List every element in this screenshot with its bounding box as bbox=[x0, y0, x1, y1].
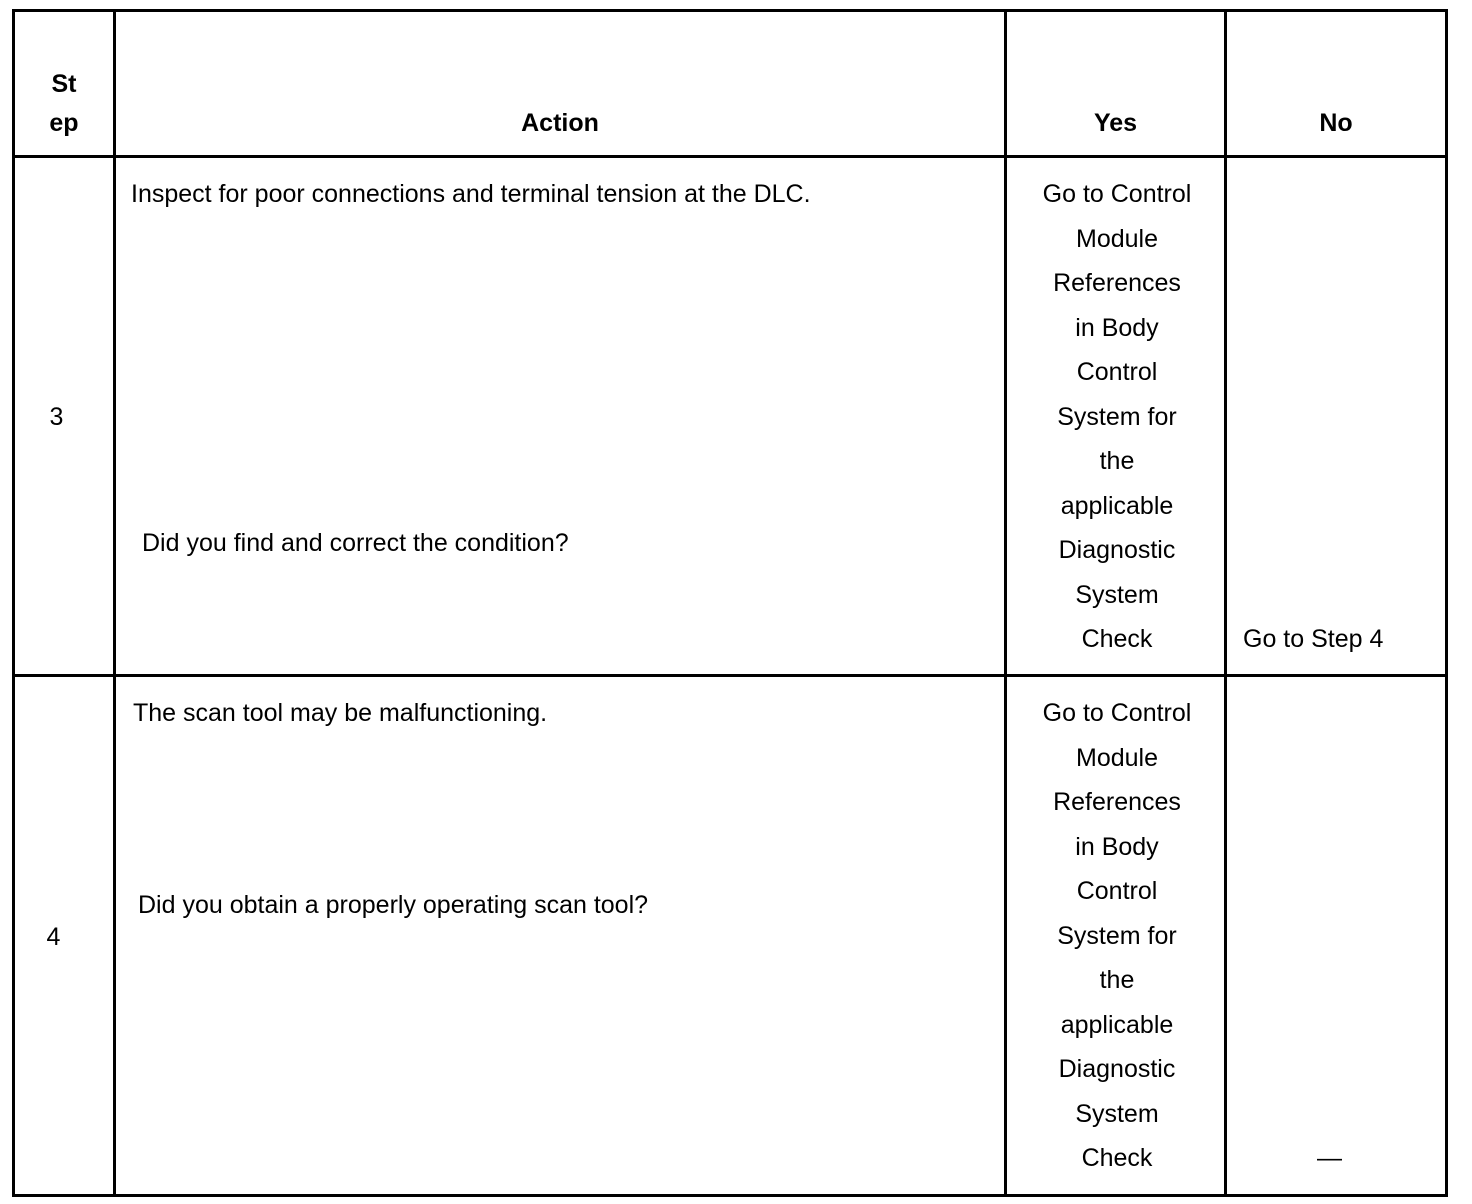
yes-line: Control bbox=[1076, 877, 1158, 905]
yes-line: Go to Control bbox=[1042, 699, 1192, 727]
yes-line: applicable bbox=[1060, 492, 1174, 520]
header-step-line1: St bbox=[51, 70, 77, 98]
yes-line: References bbox=[1053, 788, 1181, 816]
yes-line: Diagnostic bbox=[1058, 536, 1176, 564]
col-divider-step-action bbox=[113, 9, 116, 1197]
header-no: No bbox=[1319, 109, 1353, 137]
yes-line: System bbox=[1075, 1100, 1159, 1128]
yes-line: the bbox=[1099, 966, 1135, 994]
table-border-bottom bbox=[12, 1194, 1448, 1197]
yes-line: Go to Control bbox=[1042, 180, 1192, 208]
table-border-top bbox=[12, 9, 1448, 12]
yes-line: Check bbox=[1081, 1144, 1153, 1172]
col-divider-action-yes bbox=[1004, 9, 1007, 1197]
yes-line: References bbox=[1053, 269, 1181, 297]
no-result: — bbox=[1317, 1144, 1342, 1172]
header-divider bbox=[12, 155, 1448, 158]
header-step bbox=[15, 72, 113, 136]
table-border-left bbox=[12, 9, 15, 1197]
yes-line: applicable bbox=[1060, 1011, 1174, 1039]
yes-line: Diagnostic bbox=[1058, 1055, 1176, 1083]
yes-line: Check bbox=[1081, 625, 1153, 653]
header-action: Action bbox=[521, 109, 599, 137]
row-divider bbox=[12, 674, 1448, 677]
action-question: Did you obtain a properly operating scan tool? bbox=[138, 891, 649, 919]
yes-line: System for bbox=[1057, 922, 1177, 950]
yes-line: in Body bbox=[1075, 833, 1159, 861]
yes-line: System for bbox=[1057, 403, 1177, 431]
yes-line: System bbox=[1075, 581, 1159, 609]
yes-line: the bbox=[1099, 447, 1135, 475]
yes-line: Control bbox=[1076, 358, 1158, 386]
step-number: 3 bbox=[49, 403, 64, 431]
action-instruction: The scan tool may be malfunctioning. bbox=[133, 699, 548, 727]
table-border-right bbox=[1445, 9, 1448, 1197]
yes-line: in Body bbox=[1075, 314, 1159, 342]
yes-line: Module bbox=[1076, 744, 1158, 772]
action-instruction: Inspect for poor connections and terminal tension at the DLC. bbox=[131, 180, 811, 208]
no-result: Go to Step 4 bbox=[1243, 625, 1384, 653]
action-question: Did you find and correct the condition? bbox=[142, 529, 569, 557]
step-number: 4 bbox=[46, 923, 61, 951]
yes-line: Module bbox=[1076, 225, 1158, 253]
header-step-line2: ep bbox=[49, 109, 79, 137]
header-yes: Yes bbox=[1093, 109, 1138, 137]
